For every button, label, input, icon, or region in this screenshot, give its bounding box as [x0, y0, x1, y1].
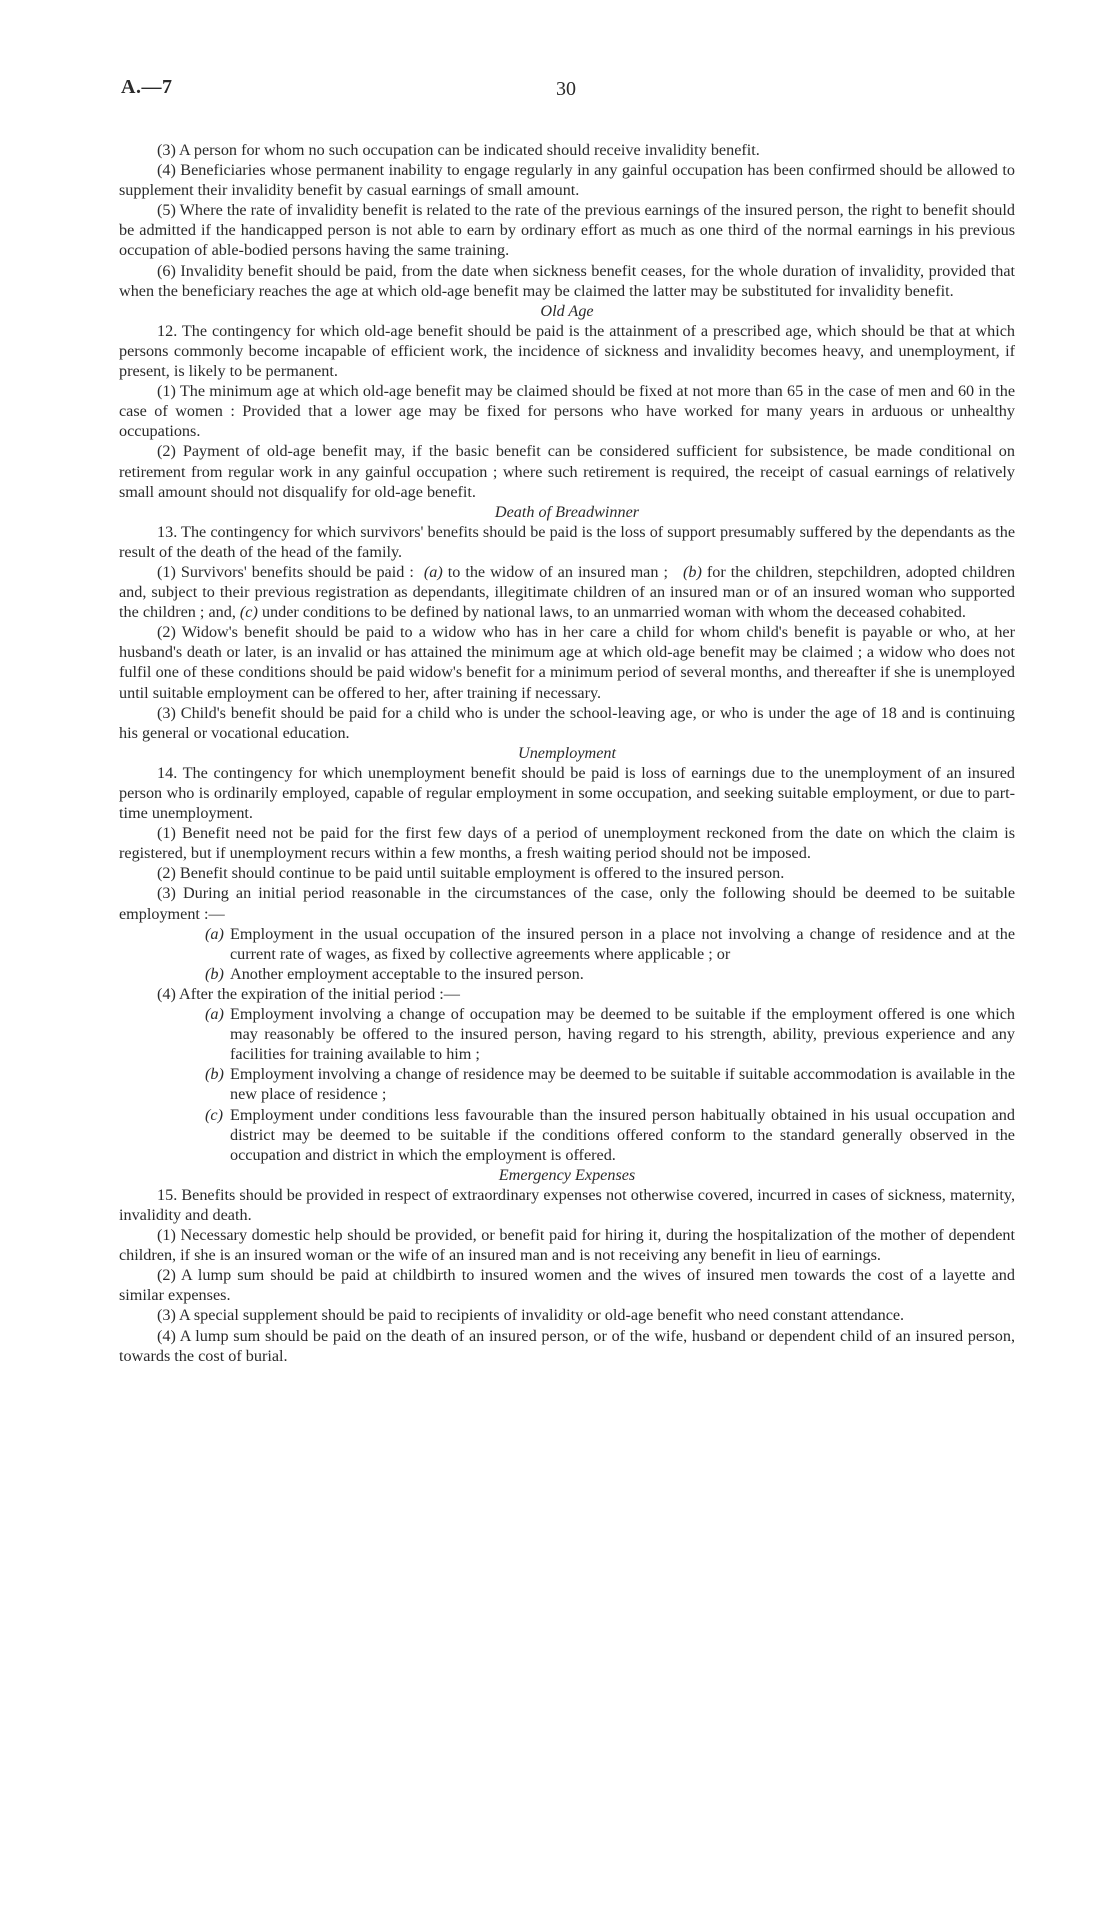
sub-clause — [119, 1004, 1015, 1064]
clause-label: (c) — [205, 1105, 223, 1124]
paragraph: (3) Child's benefit should be paid for a child who is under the school-leaving age, or who is under the age of 18 and is continuing his general or vocational education. — [119, 703, 1015, 742]
clause-label: (b) — [682, 562, 702, 581]
clause-label: (b) — [205, 964, 224, 983]
section-old-age — [119, 301, 1015, 502]
paragraph: (1) Necessary domestic help should be provided, or benefit paid for hiring it, during the hospitalization of the mother of dependent children, if she is an insured woman or the wife of an insured man and is not receiving any benefit in lieu of earnings. — [119, 1226, 1015, 1265]
paragraph: 14. The contingency for which unemployment benefit should be paid is loss of earnings due to the unemployment of an insured person who is ordinarily employed, capable of regular employment in some occupation, and seeking suitable employment, or due to part-time unemployment. — [119, 763, 1015, 823]
section-heading: Death of Breadwinner — [494, 502, 640, 521]
paragraph: 12. The contingency for which old-age benefit should be paid is the attainment of a prescribed age, which should be that at which persons commonly become incapable of efficient work, the incidence of sickness and invalidity becomes heavy, and unemployment, if present, is likely to be permanent. — [119, 321, 1015, 381]
section-invalidity — [119, 140, 1015, 301]
paragraph — [119, 562, 1015, 622]
section-unemployment — [119, 743, 1015, 1165]
paragraph: (2) Widow's benefit should be paid to a widow who has in her care a child for whom child's benefit is payable or who, at her husband's death or later, is an invalid or has attained the minimum age at which old-age benefit may be claimed ; a widow who does not fulfil one of these conditions should be paid widow's benefit for a minimum period of several months, and thereafter if she is unemployed until suitable employment can be offered to her, after training if necessary. — [119, 623, 1015, 702]
paragraph: (5) Where the rate of invalidity benefit is related to the rate of the previous earnings of the insured person, the right to benefit should be admitted if the handicapped person is not able to earn by ordinary effort as much as one third of the normal earnings in his previous occupation of able-bodied persons having the same training. — [119, 201, 1015, 260]
document-body — [119, 140, 1015, 1366]
paragraph: (4) A lump sum should be paid on the death of an insured person, or of the wife, husband or dependent child of an insured person, towards the cost of burial. — [119, 1326, 1015, 1365]
paragraph: (6) Invalidity benefit should be paid, from the date when sickness benefit ceases, for the whole duration of invalidity, provided that when the beneficiary reaches the age at which old-age benefit may be claimed the latter may be substituted for invalidity benefit. — [119, 261, 1015, 300]
section-heading: Unemployment — [518, 743, 616, 762]
clause-label: (a) — [423, 562, 443, 581]
clause-label: (b) — [205, 1065, 224, 1084]
page-header — [0, 76, 1114, 106]
clause-label: (a) — [205, 924, 224, 943]
sub-clause — [119, 1105, 1015, 1165]
section-heading: Old Age — [540, 301, 594, 320]
paragraph: (2) A lump sum should be paid at childbirth to insured women and the wives of insured men towards the cost of a layette and similar expenses. — [119, 1266, 1015, 1305]
sub-clause — [119, 1064, 1015, 1104]
page-number: 30 — [556, 78, 576, 100]
paragraph: (1) Benefit need not be paid for the first few days of a period of unemployment reckoned from the date on which the claim is registered, but if unemployment recurs within a few months, a fresh waiting period should not be imposed. — [119, 824, 1015, 863]
paragraph: (3) A special supplement should be paid to recipients of invalidity or old-age benefit who need constant attendance. — [157, 1306, 905, 1325]
paragraph: (3) During an initial period reasonable in the circumstances of the case, only the following should be deemed to be suitable employment :— — [119, 884, 1015, 923]
paragraph: (1) The minimum age at which old-age benefit may be claimed should be fixed at not more than 65 in the case of men and 60 in the case of women : Provided that a lower age may be fixed for persons who have worked for many years in arduous or unhealthy occupations. — [119, 382, 1015, 441]
section-heading: Emergency Expenses — [498, 1165, 636, 1184]
sub-clause — [119, 924, 1015, 964]
clause-text: Employment involving a change of occupation may be deemed to be suitable if the employment offered is one which may reasonably be offered to the insured person, having regard to his strength, ability, previous experience and any facilities for training available to him ; — [230, 1005, 1015, 1064]
paragraph: 15. Benefits should be provided in respect of extraordinary expenses not otherwise covered, incurred in cases of sickness, maternity, invalidity and death. — [119, 1185, 1015, 1224]
paragraph: (4) Beneficiaries whose permanent inability to engage regularly in any gainful occupation has been confirmed should be allowed to supplement their invalidity benefit by casual earnings of small amount. — [119, 161, 1015, 200]
section-emergency-expenses — [119, 1165, 1015, 1366]
clause-text: Employment in the usual occupation of the insured person in a place not involving a change of residence and at the current rate of wages, as fixed by collective agreements where applicable ; or — [230, 924, 1015, 963]
paragraph-text: (1) Survivors' benefits should be paid : — [157, 562, 414, 581]
paragraph-text: for the children, stepchildren, adopted children and, subject to their previous registration as dependants, illegitimate children of an insured man or of an insured woman who supported the children ; and, — [119, 562, 1016, 622]
sub-clause — [119, 964, 1015, 984]
clause-text: Another employment acceptable to the insured person. — [230, 964, 584, 983]
paragraph-text: under conditions to be defined by national laws, to an unmarried woman with whom the deceased cohabited. — [261, 603, 966, 622]
section-death-of-breadwinner — [119, 502, 1015, 743]
clause-label: (a) — [205, 1005, 224, 1024]
paragraph-text: to the widow of an insured man ; — [447, 562, 668, 581]
paragraph: (4) After the expiration of the initial period :— — [157, 984, 460, 1003]
paragraph: (2) Payment of old-age benefit may, if the basic benefit can be considered sufficient for subsistence, be made conditional on retirement from regular work in any gainful occupation ; where such retirement is required, the receipt of casual earnings of relatively small amount should not disqualify for old-age benefit. — [119, 442, 1015, 501]
clause-text: Employment under conditions less favourable than the insured person habitually obtained in his usual occupation and district may be deemed to be suitable if the conditions offered conform to the standard generally observed in the occupation and district in which the employment is offered. — [230, 1105, 1015, 1164]
paragraph: (2) Benefit should continue to be paid until suitable employment is offered to the insured person. — [157, 864, 785, 883]
clause-text: Employment involving a change of residence may be deemed to be suitable if suitable accommodation is available in the new place of residence ; — [230, 1065, 1015, 1104]
document-reference: A.—7 — [121, 76, 173, 98]
clause-label: (c) — [239, 603, 258, 622]
paragraph: (3) A person for whom no such occupation can be indicated should receive invalidity benefit. — [157, 141, 760, 159]
paragraph: 13. The contingency for which survivors' benefits should be paid is the loss of support presumably suffered by the dependants as the result of the death of the head of the family. — [119, 522, 1015, 561]
